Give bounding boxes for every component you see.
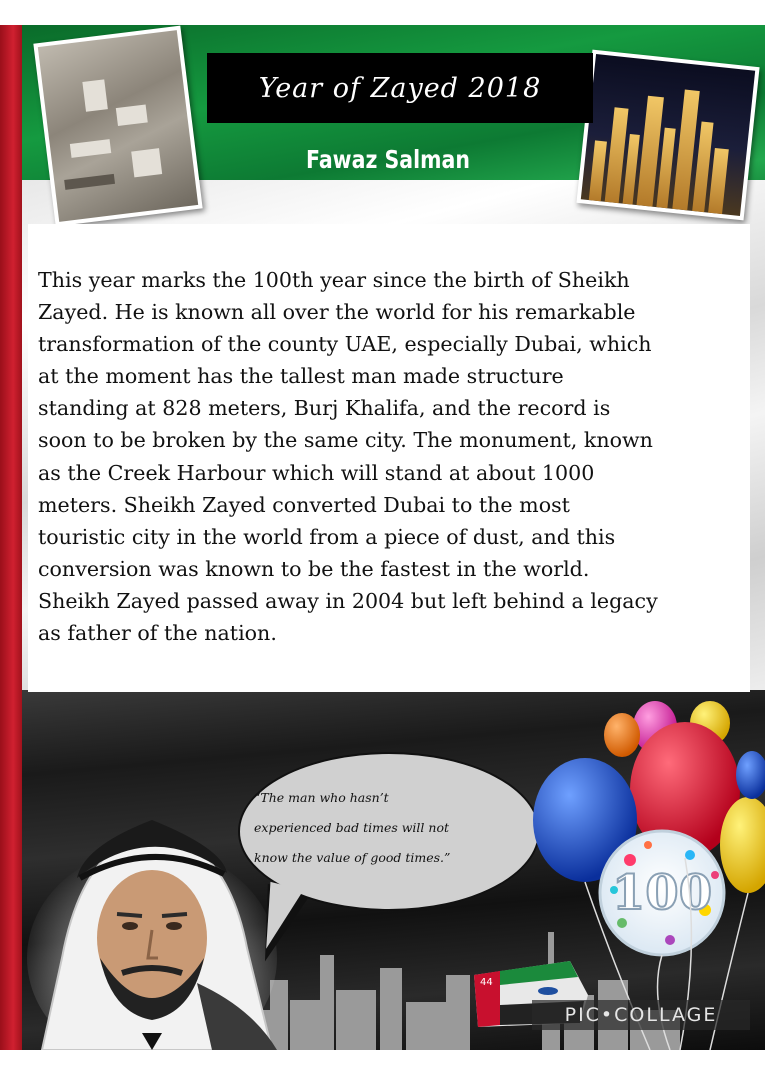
article-line: as the Creek Harbour which will stand at about 1000 [38, 460, 595, 485]
title-banner [207, 53, 593, 123]
article-line: at the moment has the tallest man made structure [38, 364, 564, 389]
author-name: Fawaz Salman [306, 145, 470, 174]
modern-dubai-photo [576, 50, 759, 221]
birthday-balloons [530, 695, 765, 1050]
piccollage-watermark [532, 1000, 750, 1030]
bottom-border [0, 1050, 765, 1073]
article-panel [28, 224, 750, 692]
historic-dubai-photo [33, 26, 202, 227]
article-line: conversion was known to be the fastest in the world. [38, 556, 590, 581]
quote-line: “The man who hasn’t [254, 790, 389, 805]
quote-line: know the value of good times.” [254, 850, 451, 865]
page-title: Year of Zayed 2018 [258, 72, 542, 104]
article-line: standing at 828 meters, Burj Khalifa, and the record is [38, 396, 611, 421]
article-body [38, 264, 746, 649]
article-line: Zayed. He is known all over the world for his remarkable [38, 300, 636, 325]
article-line: as father of the nation. [38, 621, 277, 646]
flag-red-band [0, 25, 22, 1050]
article-line: Sheikh Zayed passed away in 2004 but left behind a legacy [38, 588, 658, 613]
balloon-number: 100 [611, 865, 713, 921]
watermark-text: PIC•COLLAGE [564, 1004, 718, 1026]
cake-number: 44 [480, 977, 493, 988]
article-line: meters. Sheikh Zayed converted Dubai to the most [38, 492, 570, 517]
article-line: touristic city in the world from a piece of dust, and this [38, 524, 616, 549]
quote-text [254, 783, 524, 873]
article-line: soon to be broken by the same city. The monument, known [38, 428, 653, 453]
article-line: This year marks the 100th year since the birth of Sheikh [38, 268, 630, 292]
quote-line: experienced bad times will not [254, 820, 449, 835]
article-line: transformation of the county UAE, especially Dubai, which [38, 332, 652, 357]
